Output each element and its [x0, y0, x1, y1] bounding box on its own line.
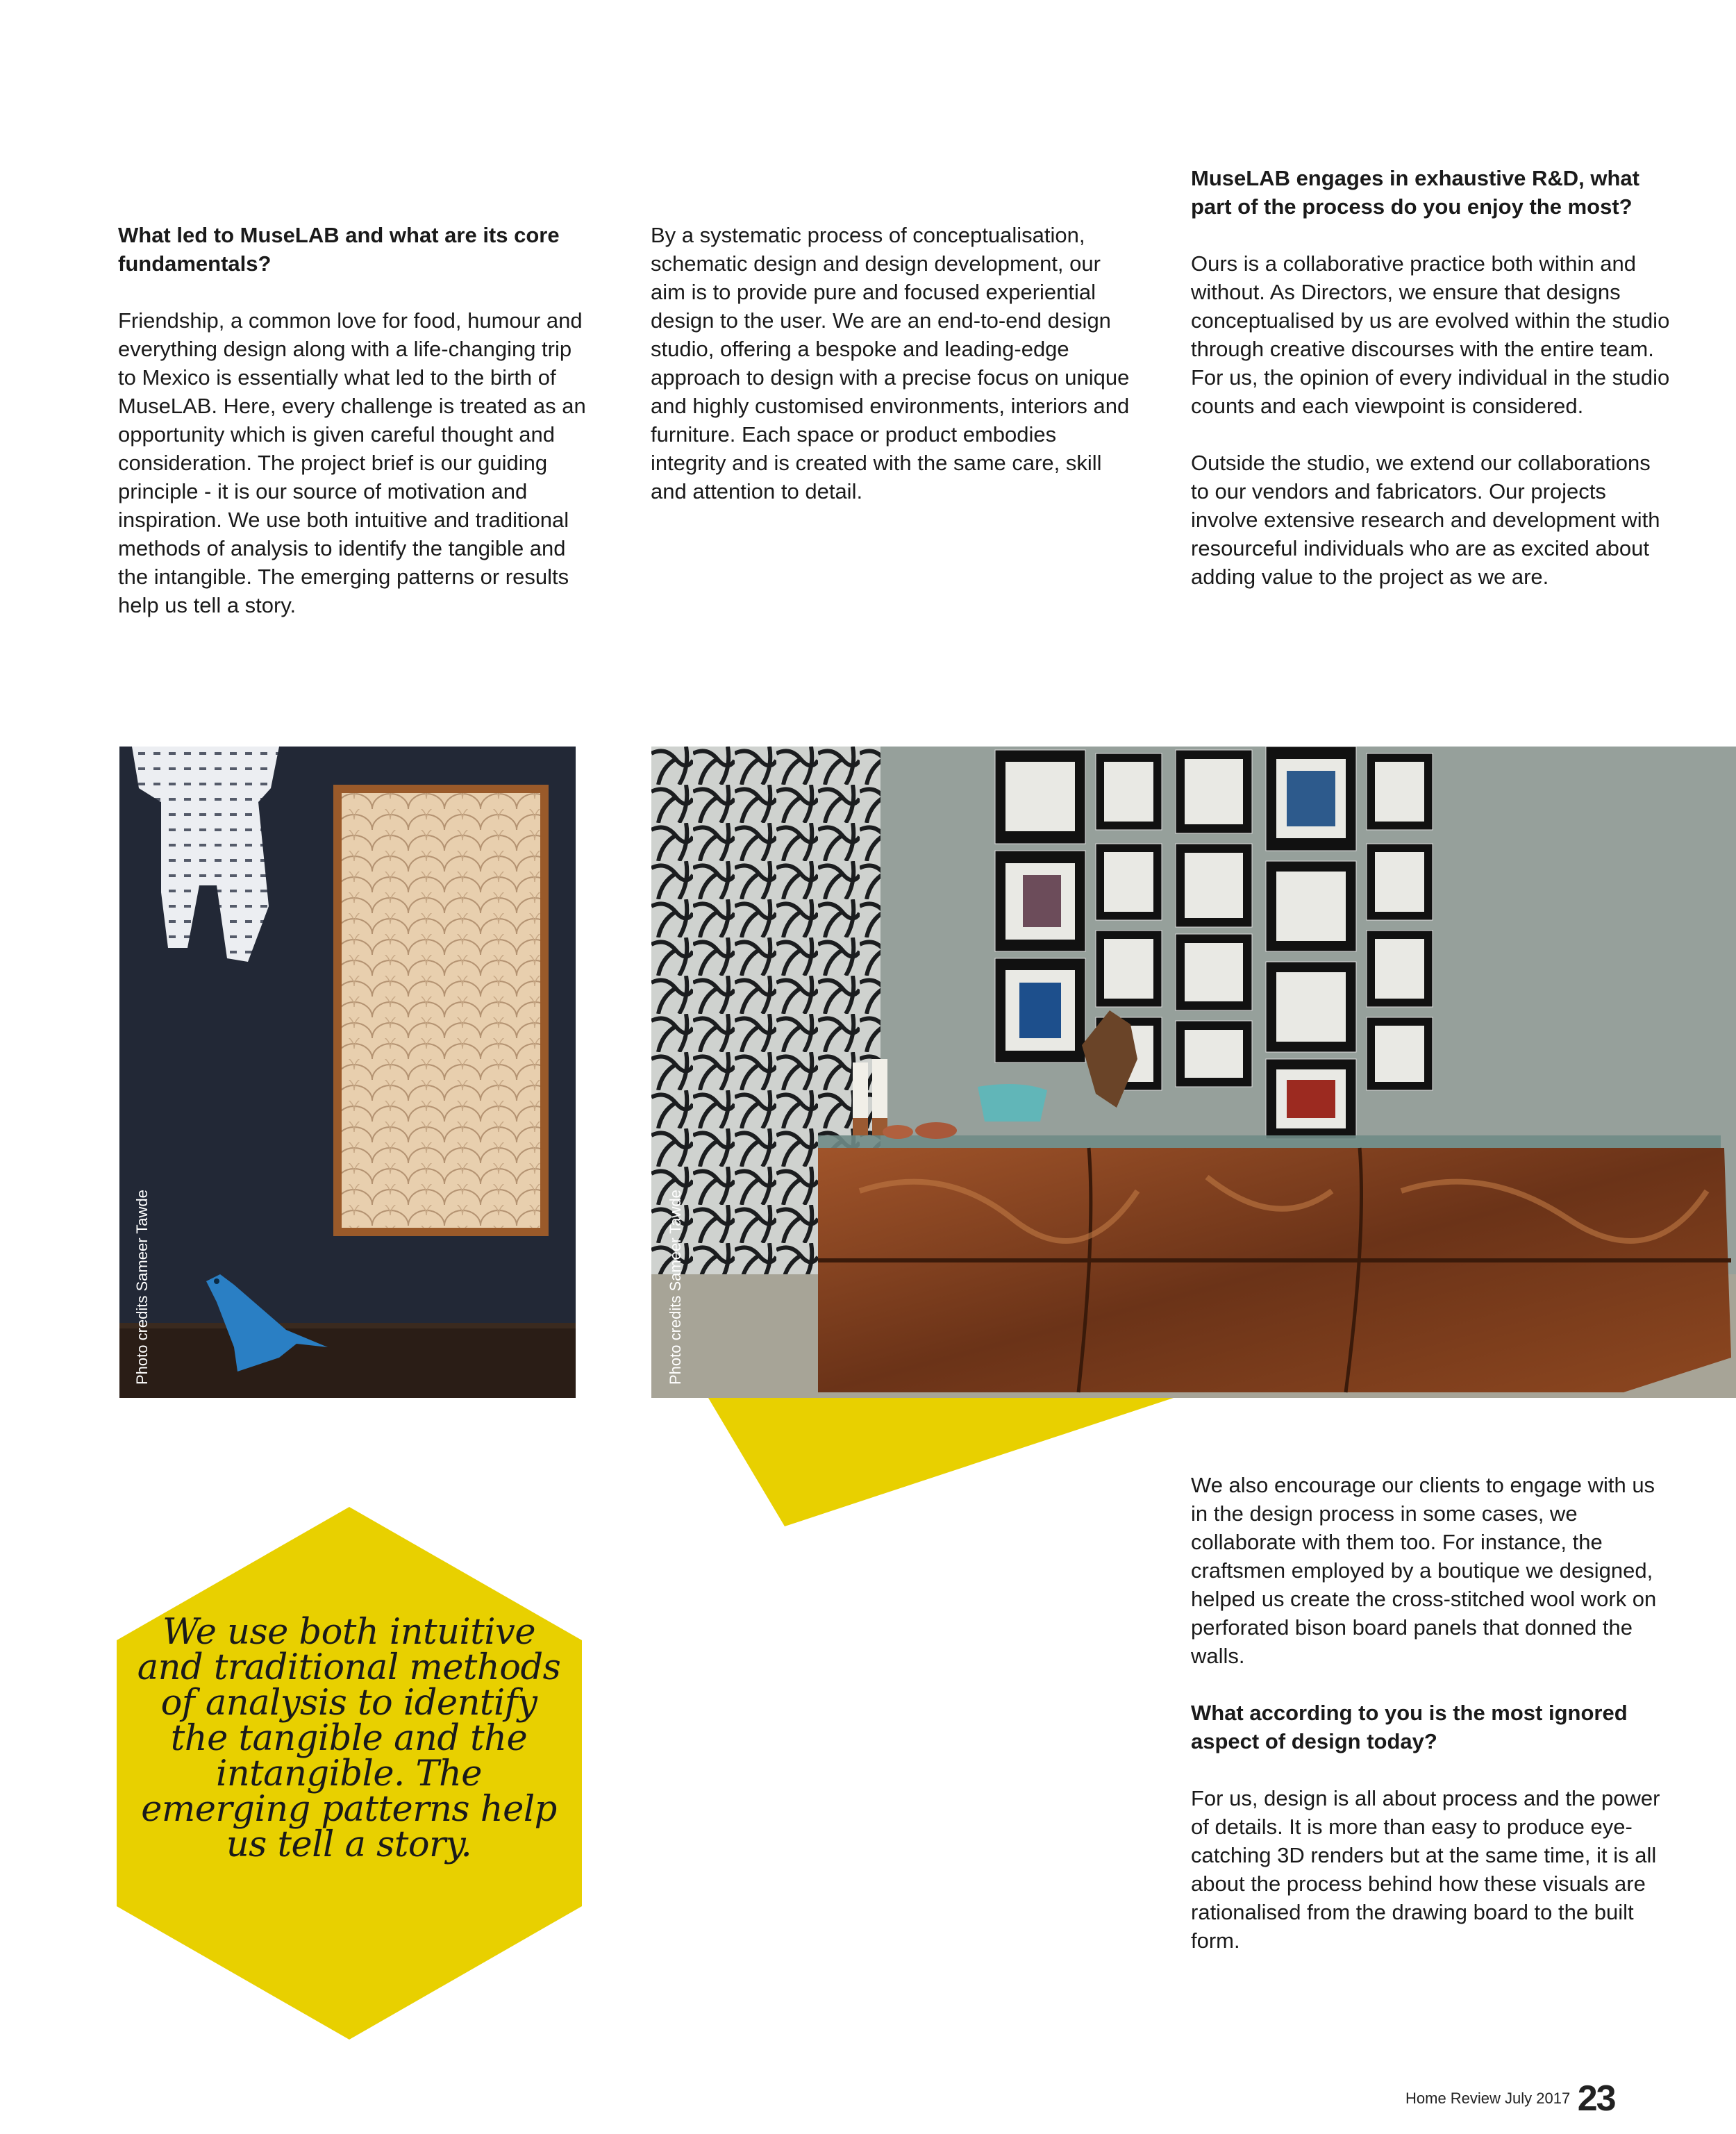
- page-number: 23: [1577, 2078, 1615, 2119]
- article-column-2: [651, 221, 1137, 506]
- interview-answer: Friendship, a common love for food, humour and everything design along with a life-changing trip to Mexico is essentially what led to the birth of MuseLAB. Here, every challenge is treated as an opportunity which is given careful thought and consideration. The project brief is our guiding principle - it is our source of motivation and inspiration. We use both intuitive and traditional methods of analysis to identify the tangible and the intangible. The emerging patterns or results help us tell a story.: [118, 308, 586, 617]
- article-column-4: [1191, 1471, 1670, 1955]
- interview-question: What according to you is the most ignored aspect of design today?: [1191, 1701, 1628, 1753]
- interview-answer: Outside the studio, we extend our collaborations to our vendors and fabricators. Our projects involve extensive research and development with resourceful individuals who are as excited about adding value to the project as we are.: [1191, 451, 1660, 589]
- publication-name: Home Review July 2017: [1405, 2090, 1571, 2107]
- photo-sideboard-illustration: [651, 747, 1736, 1398]
- article-column-3: [1191, 164, 1670, 591]
- interview-question: What led to MuseLAB and what are its core fundamentals?: [118, 223, 560, 276]
- photo-sideboard-gallery-wall: [651, 747, 1736, 1398]
- page-footer: [1405, 2078, 1615, 2119]
- decorative-yellow-triangle: [708, 1398, 1174, 1526]
- interview-answer: We also encourage our clients to engage with us in the design process in some cases, we collaborate with them too. For instance, the craftsmen employed by a boutique we designed, helped us create the cross-stitched wool work on perforated bison board panels that donned the walls.: [1191, 1473, 1657, 1668]
- interview-answer: For us, design is all about process and the power of details. It is more than easy to produce eye-catching 3D renders but at the same time, it is all about the process behind how these visuals are rationalised from the drawing board to the built form.: [1191, 1786, 1660, 1953]
- photo-credit: Photo credits Sameer Tawde: [133, 1190, 151, 1385]
- pullquote-text: We use both intuitive and traditional methods of analysis to identify the tangible and the intangible. The emerging patterns help us tell a story.: [137, 1612, 561, 1865]
- interview-question: MuseLAB engages in exhaustive R&D, what part of the process do you enjoy the most?: [1191, 166, 1639, 219]
- interview-answer: By a systematic process of conceptualisation, schematic design and design development, our aim is to provide pure and focused experiential design to the user. We are an end-to-end design studio, offering a bespoke and leading-edge approach to design with a precise focus on unique and highly customised environments, interiors and furniture. Each space or product embodies integrity and is created with the same care, skill and attention to detail.: [651, 223, 1130, 503]
- photo-carved-panel-wall: [119, 747, 576, 1398]
- photo-carved-panel-illustration: [119, 747, 576, 1398]
- article-column-1: [118, 221, 590, 619]
- interview-answer: Ours is a collaborative practice both within and without. As Directors, we ensure that designs conceptualised by us are evolved within the studio through creative discourses with the entire team. For us, the opinion of every individual in the studio counts and each viewpoint is considered.: [1191, 251, 1670, 418]
- photo-credit: Photo credits Sameer Tawde: [667, 1190, 684, 1385]
